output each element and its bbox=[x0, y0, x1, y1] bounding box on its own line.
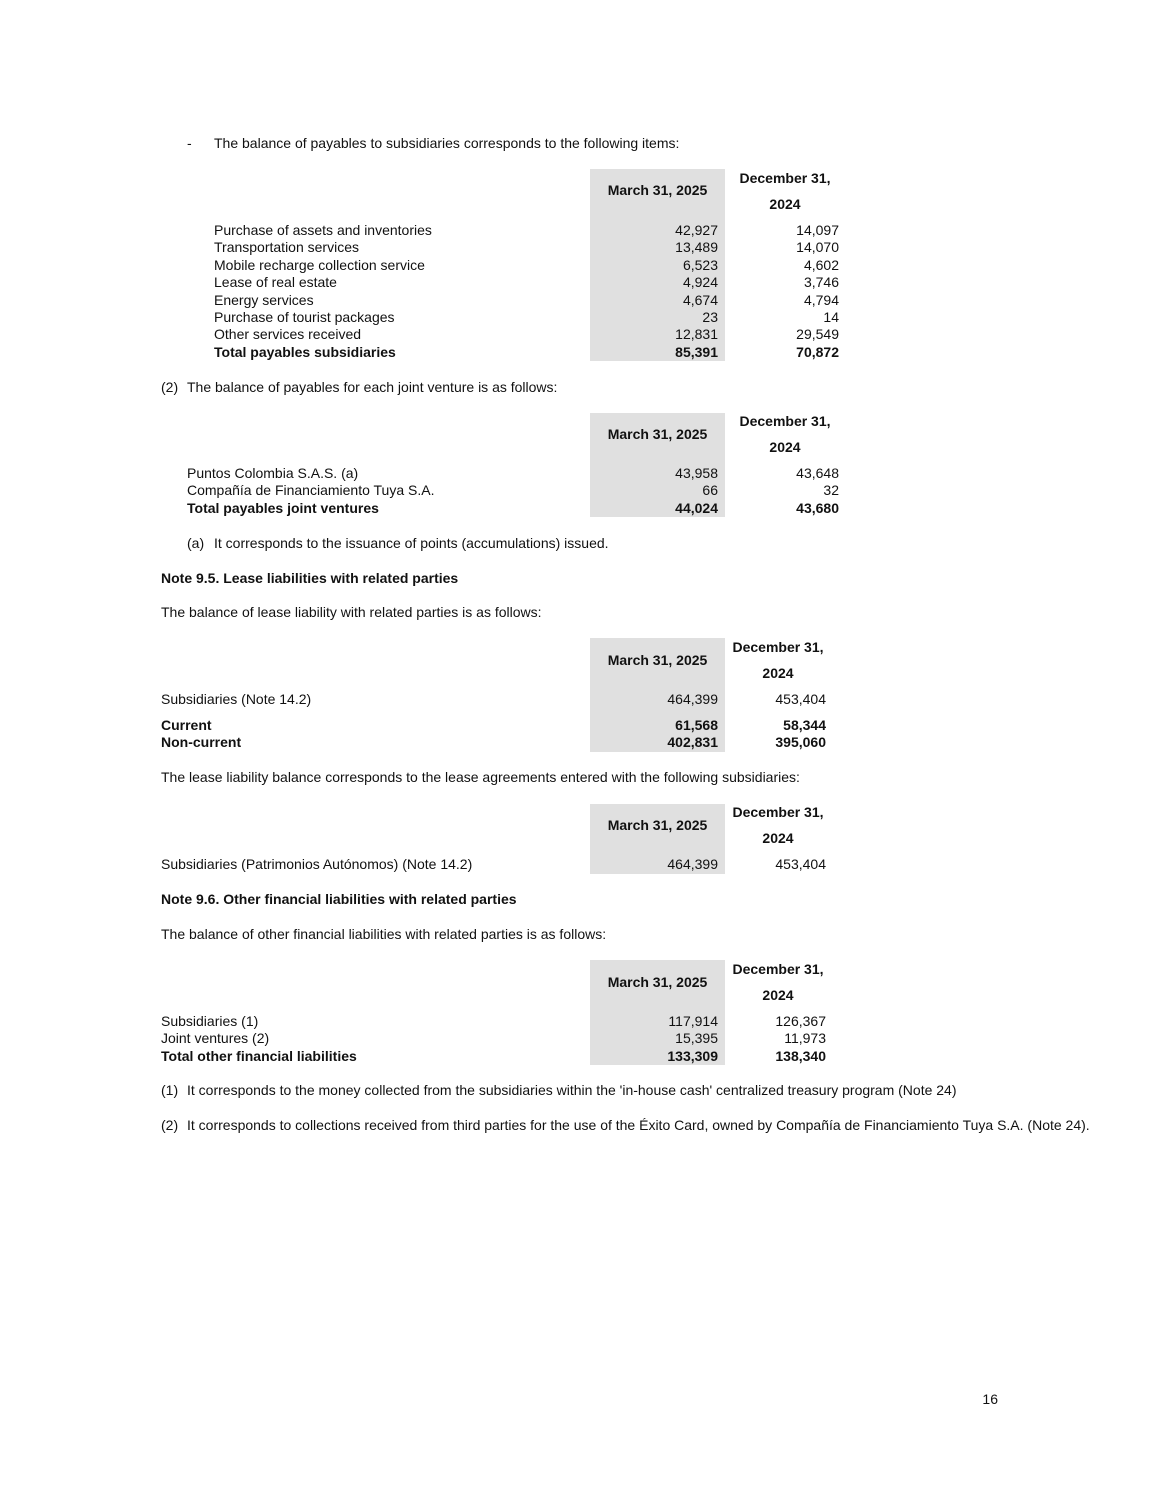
table-row bbox=[0, 717, 1159, 734]
value-2024: 43,680 bbox=[796, 499, 839, 516]
row-label: Subsidiaries (Note 14.2) bbox=[161, 691, 312, 707]
row-label: Total payables subsidiaries bbox=[214, 343, 396, 360]
row-label: Mobile recharge collection service bbox=[214, 256, 425, 273]
value-2024: 29,549 bbox=[796, 326, 839, 343]
value-2025: 402,831 bbox=[667, 734, 718, 750]
value-2025: 15,395 bbox=[675, 1030, 718, 1047]
intro-payables-subsidiaries: The balance of payables to subsidiaries corresponds to the following items: bbox=[214, 135, 680, 151]
footnote-a-marker: (a) bbox=[187, 535, 205, 551]
footnote-a-text: It corresponds to the issuance of points (accumulations) issued. bbox=[214, 535, 609, 551]
value-2025: 13,489 bbox=[675, 239, 718, 256]
value-2025: 117,914 bbox=[668, 1013, 718, 1029]
table-row bbox=[0, 1030, 1159, 1047]
row-label: Subsidiaries (Patrimonios Autónomos) (Note 14.2) bbox=[161, 856, 473, 872]
value-2024: 3,746 bbox=[803, 274, 839, 291]
footnote-2-text: It corresponds to collections received from third parties for the use of the Éxito Card, owned by Compañía de Financiamiento Tuya S.A. (Note 24). bbox=[187, 1117, 1090, 1133]
value-2024: 14 bbox=[823, 309, 839, 325]
value-2024: 138,340 bbox=[775, 1047, 826, 1064]
header-march-2025: March 31, 2025 bbox=[607, 426, 708, 442]
table-row bbox=[0, 239, 1159, 256]
table-row bbox=[0, 257, 1159, 274]
value-2025: 464,399 bbox=[667, 691, 718, 707]
value-2024: 453,404 bbox=[775, 856, 826, 872]
value-2024: 43,648 bbox=[796, 465, 839, 481]
intro-joint-ventures: The balance of payables for each joint venture is as follows: bbox=[187, 379, 558, 395]
value-2025: 6,523 bbox=[682, 256, 718, 273]
header-2024: 2024 bbox=[769, 196, 801, 212]
value-2024: 395,060 bbox=[775, 734, 826, 750]
value-2025: 44,024 bbox=[675, 499, 718, 516]
value-2025: 42,927 bbox=[675, 222, 718, 238]
row-label: Purchase of assets and inventories bbox=[214, 222, 432, 238]
header-december: December 31, bbox=[732, 639, 824, 655]
footnote-2-marker: (2) bbox=[161, 1117, 179, 1133]
table-row bbox=[0, 274, 1159, 291]
header-2024: 2024 bbox=[762, 987, 794, 1003]
header-december: December 31, bbox=[732, 961, 824, 977]
header-march-2025: March 31, 2025 bbox=[607, 817, 708, 833]
table-row bbox=[0, 691, 1159, 708]
row-label: Total other financial liabilities bbox=[161, 1047, 357, 1064]
footnote-1-marker: (1) bbox=[161, 1082, 179, 1098]
value-2024: 70,872 bbox=[796, 343, 839, 360]
value-2025: 4,674 bbox=[682, 291, 718, 308]
value-2025: 133,309 bbox=[667, 1047, 718, 1064]
row-label: Puntos Colombia S.A.S. (a) bbox=[187, 465, 359, 481]
value-2025: 61,568 bbox=[675, 717, 718, 733]
table-row bbox=[0, 482, 1159, 499]
page-number: 16 bbox=[982, 1391, 998, 1407]
table-row bbox=[0, 1013, 1159, 1030]
table-row bbox=[0, 734, 1159, 751]
note-9-5-heading: Note 9.5. Lease liabilities with related parties bbox=[161, 570, 459, 586]
table-row bbox=[0, 309, 1159, 326]
table-row bbox=[0, 344, 1159, 361]
note-9-5-intro: The balance of lease liability with related parties is as follows: bbox=[161, 604, 542, 620]
value-2025: 464,399 bbox=[667, 856, 718, 872]
note-9-6-heading: Note 9.6. Other financial liabilities with related parties bbox=[161, 891, 517, 907]
value-2025: 12,831 bbox=[675, 326, 718, 343]
value-2024: 32 bbox=[823, 482, 839, 499]
row-label: Total payables joint ventures bbox=[187, 499, 379, 516]
value-2024: 126,367 bbox=[775, 1013, 826, 1029]
row-label: Other services received bbox=[214, 326, 362, 343]
value-2025: 66 bbox=[702, 482, 718, 499]
table-row bbox=[0, 500, 1159, 517]
bullet-dash: - bbox=[187, 135, 192, 151]
value-2024: 58,344 bbox=[783, 717, 826, 733]
row-label: Joint ventures (2) bbox=[161, 1030, 270, 1047]
header-december: December 31, bbox=[739, 170, 831, 186]
header-march-2025: March 31, 2025 bbox=[607, 974, 708, 990]
row-label: Energy services bbox=[214, 291, 314, 308]
row-label: Subsidiaries (1) bbox=[161, 1013, 259, 1029]
table-row bbox=[0, 222, 1159, 239]
value-2025: 4,924 bbox=[682, 274, 718, 291]
value-2024: 453,404 bbox=[775, 691, 826, 707]
row-label: Transportation services bbox=[214, 239, 359, 256]
header-2024: 2024 bbox=[769, 439, 801, 455]
table-row bbox=[0, 292, 1159, 309]
row-label: Non-current bbox=[161, 734, 242, 750]
row-label: Lease of real estate bbox=[214, 274, 337, 291]
header-2024: 2024 bbox=[762, 830, 794, 846]
row-label: Current bbox=[161, 717, 212, 733]
note-9-5-intro2: The lease liability balance corresponds to the lease agreements entered with the following subsidiaries: bbox=[161, 769, 800, 785]
value-2025: 23 bbox=[702, 309, 718, 325]
header-december: December 31, bbox=[739, 413, 831, 429]
table-row bbox=[0, 326, 1159, 343]
header-march-2025: March 31, 2025 bbox=[607, 652, 708, 668]
value-2025: 43,958 bbox=[675, 465, 718, 481]
value-2024: 4,602 bbox=[803, 256, 839, 273]
table-row bbox=[0, 856, 1159, 873]
value-2024: 14,097 bbox=[796, 222, 839, 238]
value-2024: 14,070 bbox=[796, 239, 839, 256]
value-2025: 85,391 bbox=[675, 343, 718, 360]
footnote-1-text: It corresponds to the money collected from the subsidiaries within the 'in-house cash' centralized treasury program (Note 24) bbox=[187, 1082, 957, 1098]
table-row bbox=[0, 465, 1159, 482]
value-2024: 4,794 bbox=[803, 291, 839, 308]
table-row bbox=[0, 1048, 1159, 1065]
row-label: Compañía de Financiamiento Tuya S.A. bbox=[187, 482, 435, 499]
header-march-2025: March 31, 2025 bbox=[607, 182, 708, 198]
header-december: December 31, bbox=[732, 804, 824, 820]
marker-2: (2) bbox=[161, 379, 179, 395]
row-label: Purchase of tourist packages bbox=[214, 309, 395, 325]
note-9-6-intro: The balance of other financial liabilities with related parties is as follows: bbox=[161, 926, 607, 942]
header-2024: 2024 bbox=[762, 665, 794, 681]
value-2024: 11,973 bbox=[784, 1030, 826, 1047]
